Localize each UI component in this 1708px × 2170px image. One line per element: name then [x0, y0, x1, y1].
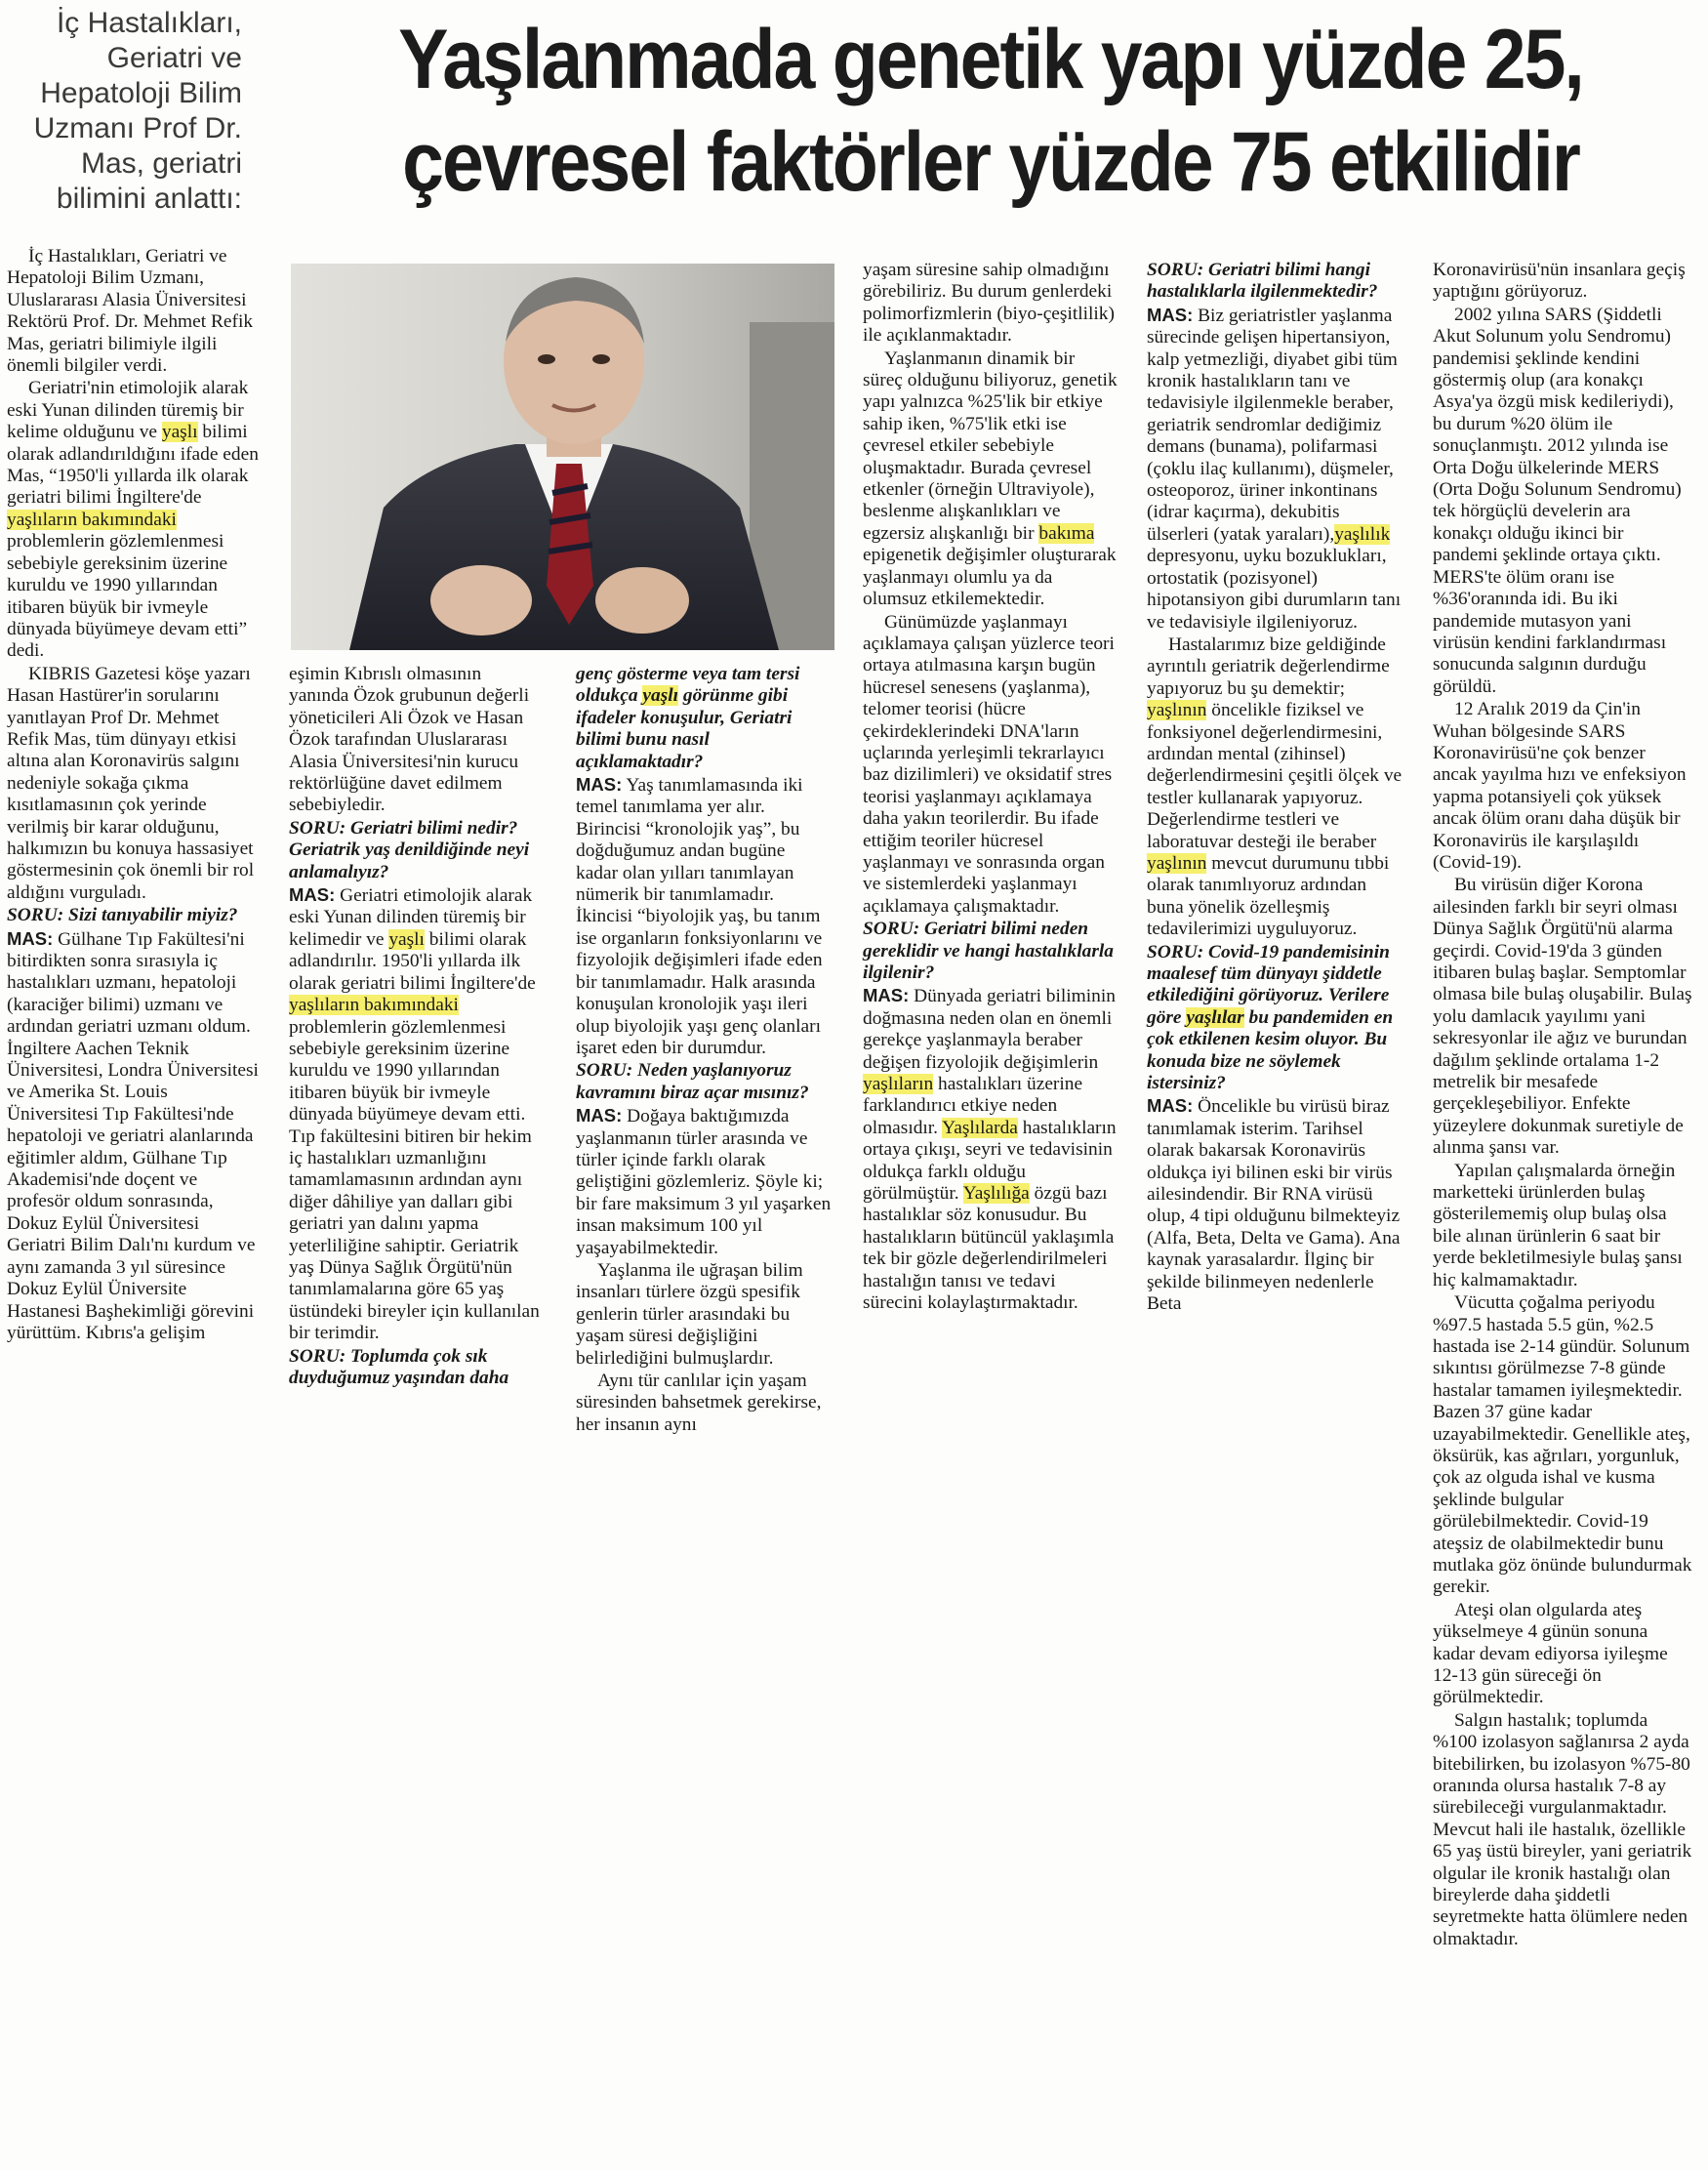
question-heading: SORU: Covid-19 pandemisinin maalesef tüm dünyayı şiddetle etkilediğini görüyoruz. Verilere göre yaşlılar bu pandemiden en çok etkilenen kesim oluyor. Bu konuda bize ne söylemek istersiniz? — [1147, 941, 1394, 1094]
answer-tag: MAS: — [289, 884, 336, 906]
highlighted-text: yaşlının — [1147, 700, 1207, 721]
question-heading: SORU: Geriatri bilimi hangi hastalıklarla ilgilenmektedir? — [1147, 260, 1378, 303]
answer-tag: MAS: — [863, 985, 910, 1006]
answer-paragraph: MAS: Biz geriatristler yaşlanma sürecinde gelişen hipertansiyon, kalp yetmezliği, diyabet gibi tüm kronik hastalıkların tanı ve tedavisiyle ilgilenmekle beraber, geriatrik sendromlar dediğimiz demans (bunama), polifarmasi (çoklu ilaç kullanımı), düşmeler, osteoporoz, üriner inkontinans (idrar kaçırma), dekubitis ülserleri (yatak yaraları),yaşlılık depresyonu, uyku bozuklukları, ortostatik (pozisyonel) hipotansiyon gibi durumların tanı ve tedavisiyle ilgileniyoruz. — [1147, 304, 1402, 633]
answer-paragraph: MAS: Geriatri etimolojik alarak eski Yunan dilinden türemiş bir kelimedir ve yaşlı bilimi olarak adlandırılır. 1950'li yıllarda ilk olarak geriatri bilimi İngiltere'de yaşlıların bakımındaki problemlerin gözlemlenmesi sebebiyle gereksinim üzerine kuruldu ve 1990 yıllarından itibaren büyük bir ivmeyle dünyada büyümeye devam etti. Tıp fakültesini bitiren bir hekim iç hastalıkları uzmanlığını tamamlamasının ardından aynı diğer dâhiliye yan dalları gibi geriatri yan dalını yapma yeterliliğine sahiptir. Geriatrik yaş Dünya Sağlık Örgütü'nün tanımlamalarına göre 65 yaş üstündeki bireyler için kullanılan bir terimdir. — [289, 884, 540, 1344]
article-column-1 — [7, 246, 263, 1345]
highlighted-text: yaşlıların — [863, 1074, 934, 1095]
highlighted-text: yaşlının — [1147, 852, 1207, 874]
paragraph: eşimin Kıbrıslı olmasının yanında Özok grubunun değerli yöneticileri Ali Özok ve Hasan Özok tarafından Uluslararası Alasia Üniversitesi'nin kurucu rektörlüğüne davet edilmem sebebiyledir. — [289, 664, 530, 816]
highlighted-text: Yaşlılarda — [942, 1117, 1018, 1138]
highlighted-text: yaşlıların bakımındaki — [289, 995, 459, 1016]
answer-tag: MAS: — [7, 927, 54, 949]
answer-paragraph: MAS: Doğaya baktığımızda yaşlanmanın türler arasında ve türler içinde farklı olarak geliştiğini gözlemleriz. Şöyle ki; bir fare maksimum 3 yıl yaşarken insan maksimum 100 yıl yaşayabilmektedir. — [576, 1105, 832, 1258]
article-column-6 — [1433, 260, 1692, 1951]
paragraph: 12 Aralık 2019 da Çin'in Wuhan bölgesinde SARS Koronavirüsü'ne çok benzer ancak yayılma hızı ve enfeksiyon yapma potansiyeli çok yüksek ancak ölüm oranı daha düşük bir Koronavirüs ile karşılaşıldı (Covid-19). — [1433, 699, 1687, 873]
highlighted-text: bakıma — [1038, 522, 1095, 544]
paragraph: Koronavirüsü'nün insanlara geçiş yaptığını görüyoruz. — [1433, 260, 1686, 303]
answer-tag: MAS: — [1147, 1095, 1194, 1117]
article-column-3 — [576, 664, 832, 1437]
paragraph: Hastalarımız bize geldiğinde ayrıntılı geriatrik değerlendirme yapıyoruz bu şu demektir; yaşlının öncelikle fiziksel ve fonksiyonel değerlendirmesini, ardından mental (zihinsel) değerlendirmesini çeşitli ölçek ve testler kullanarak yapıyoruz. Değerlendirme testleri ve laboratuvar desteği ile beraber yaşlının mevcut durumunu tıbbi olarak tanımlıyoruz ardından buna yönelik özelleşmiş tedavilerimizi uyguluyoruz. — [1147, 634, 1403, 940]
paragraph: Bu virüsün diğer Korona ailesinden farklı bir seyri olması Dünya Sağlık Örgütü'nü alarma geçirdi. Covid-19'da 3 günden itibaren bulaş başlar. Semptomlar olmasa bile bulaş oluşabilir. Bulaş yolu damlacık yayılımı yani sekresyonlar ile ağız ve burundan dağılım şeklinde ortalama 1-2 metrelik bir mesafede gerçekleşebiliyor. Enfekte yüzeylere dokunmak suretiyle de alınma şansı var. — [1433, 875, 1692, 1159]
answer-paragraph: MAS: Dünyada geriatri biliminin doğmasına neden olan en önemli gerekçe yaşlanmayla beraber değişen fizyolojik değişimlerin yaşlıların hastalıkları üzerine farklandırıcı etkiye neden olmasıdır. Yaşlılarda hastalıkların ortaya çıkışı, seyri ve tedavisinin oldukça farklı olduğu görülmüştür. Yaşlılığa özgü bazı hastalıklar söz konusudur. Bu hastalıkların bütüncül yaklaşımla tek bir gözle değerlendirilmeleri hastalığın tanısı ve tedavi sürecini kolaylaştırmaktadır. — [863, 985, 1117, 1314]
article-column-2 — [289, 664, 545, 1390]
paragraph: KIBRIS Gazetesi köşe yazarı Hasan Hastürer'in sorularını yanıtlayan Prof Dr. Mehmet Refik Mas, tüm dünyayı etkisi altına alan Koronavirüs salgını nedeniyle sokağa çıkma kısıtlamasının çok yerinde verilmiş bir karar olduğunu, halkımızın bu konuya hassasiyet göstermesinin çok önemli bir rol aldığını vurguladı. — [7, 663, 255, 903]
question-heading: SORU: Toplumda çok sık duyduğumuz yaşından daha — [289, 1345, 509, 1388]
paragraph: Yaşlanmanın dinamik bir süreç olduğunu biliyoruz, genetik yapı yalnızca %25'lik bir etkiye sahip iken, %75'lik etki ise çevresel etkiler sebebiyle oluşmaktadır. Burada çevresel etkenler (örneğin Ultraviyole), beslenme alışkanlıkları ve egzersiz alışkanlığı bir bakıma epigenetik değişimler oluşturarak yaşlanmayı olumlu ya da olumsuz etkilemektedir. — [863, 348, 1118, 610]
highlighted-text: Yaşlılığa — [962, 1183, 1030, 1205]
paragraph: Geriatri'nin etimolojik alarak eski Yunan dilinden türemiş bir kelime olduğunu ve yaşlı bilimi olarak adlandırıldığını ifade eden Mas, “1950'li yıllarda ilk olarak geriatri bilimi İngiltere'de yaşlıların bakımındaki problemlerin gözlemlenmesi sebebiyle gereksinim üzerine kuruldu ve 1990 yıllarından itibaren büyük bir ivmeyle dünyada büyümeye devam etti” dedi. — [7, 378, 259, 662]
paragraph: Yapılan çalışmalarda örneğin marketteki ürünlerden bulaş gösterilememiş olup bulaş olsa bile alınan ürünlerin 6 saat bir yerde bekletilmesiyle bulaş şansı hiç kalmamaktadır. — [1433, 1160, 1683, 1290]
answer-paragraph: MAS: Öncelikle bu virüsü biraz tanımlamak isterim. Tarihsel olarak bakarsak Koronavirüs oldukça iyi bilinen eski bir virüs ailesindendir. Bir RNA virüsü olup, 4 tipi olduğunu bilmekteyiz (Alfa, Beta, Delta ve Gama). Ana kaynak yarasalardır. İlginç bir şekilde bilinmeyen nedenlerle Beta — [1147, 1095, 1401, 1315]
article-column-4 — [863, 260, 1118, 1316]
question-heading: genç gösterme veya tam tersi oldukça yaşlı görünme gibi ifadeler konuşulur, Geriatri bilimi bunu nasıl açıklamaktadır? — [576, 664, 800, 772]
paragraph: Vücutta çoğalma periyodu %97.5 hastada 5.5 gün, %2.5 hastada ise 2-14 gündür. Solunum sıkıntısı görülmezse 7-8 günde hastalar tamamen iyileşmektedir. Bazen 37 güne kadar uzayabilmektedir. Genellikle ateş, öksürük, kas ağrıları, yorgunluk, çok az olguda ishal ve kusma şeklinde bulgular görülebilmektedir. Covid-19 ateşsiz de olabilmektedir bunu mutlaka göz önünde bulundurmak gerekir. — [1433, 1292, 1692, 1598]
answer-tag: MAS: — [576, 1105, 623, 1126]
answer-paragraph: MAS: Gülhane Tıp Fakültesi'ni bitirdikten sonra sırasıyla iç hastalıkları uzmanı, hepatoloji (karaciğer bilimi) uzmanı ve ardından geriatri uzmanı oldum. İngiltere Aachen Teknik Üniversitesi, Londra Üniversitesi ve Amerika St. Louis Üniversitesi Tıp Fakültesi'nde hepatoloji ve geriatri alanlarında eğitimler aldım, Gülhane Tıp Akademisi'nde doçent ve profesör oldum sonrasında, Dokuz Eylül Üniversitesi Geriatri Bilim Dalı'nı kurdum ve aynı zamanda 3 yıl süresince Dokuz Eylül Üniversite Hastanesi Başhekimliği görevini yürüttüm. Kıbrıs'a gelişim — [7, 927, 259, 1343]
highlighted-text: yaşlıların bakımındaki — [7, 509, 177, 530]
highlighted-text: yaşlılar — [1186, 1006, 1244, 1028]
highlighted-text: yaşlılık — [1334, 523, 1391, 545]
headline — [278, 8, 1703, 214]
paragraph: Yaşlanma ile uğraşan bilim insanları türlere özgü spesifik genlerin türler arasındaki bu yaşam süresi değişliğini belirlediğini bulmuşlardır. — [576, 1259, 803, 1369]
highlighted-text: yaşlı — [161, 422, 198, 443]
answer-paragraph: MAS: Yaş tanımlamasında iki temel tanımlama yer alır. Birincisi “kronolojik yaş”, bu doğduğumuz andan bugüne kadar olan yılları tanımlayan nümerik bir tanımlamadır. İkincisi “biyolojik yaş, bu tanım ise organların fonksiyonlarını ve fizyolojik değişimleri ifade eden bir tanımlamadır. Halk arasında konuşulan kronolojik yaşı ileri olup biyolojik yaşı genç olanları işaret eden bir durumdur. — [576, 774, 823, 1058]
answer-tag: MAS: — [576, 774, 623, 796]
headline-line-2: çevresel faktörler yüzde 75 etkilidir — [402, 114, 1579, 210]
portrait-photo — [291, 264, 834, 650]
highlighted-text: yaşlı — [388, 928, 425, 950]
paragraph: yaşam süresine sahip olmadığını görebiliriz. Bu durum genlerdeki polimorfizmlerin (biyo-çeşitlilik) ile açıklanmaktadır. — [863, 260, 1115, 347]
answer-tag: MAS: — [1147, 304, 1194, 325]
paragraph: Günümüzde yaşlanmayı açıklamaya çalışan yüzlerce teori ortaya atılmasına karşın bugün hücresel senesens (yaşlanma), telomer teorisi (hücre çekirdeklerindeki DNA'ların uçlarında yerleşimli tekrarlayıcı baz dizilimleri) ve oksidatif stres teorisi yaşlanmayı açıklamaya daha yakın teorilerdir. Bu ifade ettiğim teoriler hücresel yaşlanmayı ve sonrasında organ ve sistemlerdeki yaşlanmayı açıklamaya çalışmaktadır. — [863, 611, 1115, 917]
paragraph: Salgın hastalık; toplumda %100 izolasyon sağlanırsa 2 ayda bitebilirken, bu izolasyon %75-80 oranında olursa hastalık 7-8 ay sürebileceği vurgulanmaktadır. Mevcut hali ile hastalık, özellikle 65 yaş üstü bireyler, yani geriatrik olgular ile kronik hastalığı olan bireylerde daha şiddetli seyretmekte hatta ölümlere neden olmaktadır. — [1433, 1709, 1692, 1949]
question-heading: SORU: Sizi tanıyabilir miyiz? — [7, 905, 238, 926]
paragraph: 2002 yılına SARS (Şiddetli Akut Solunum yolu Sendromu) pandemisi şeklinde kendini göstermiş olup (ara konakçı Asya'ya özgü misk kedileriydi), bu durum %20 ölüm ile sonuçlanmıştı. 2012 yılında ise Orta Doğu ülkelerinde MERS (Orta Doğu Solunum Sendromu) tek hörgüçlü develerin ara konakçı olduğu ikinci bir pandemi şeklinde ortaya çıktı. MERS'te ölüm oranı ise %36'oranında idi. Bu iki pandemide mutasyon yani virüsün kendini farklandırması sonucunda salgının durduğu görüldü. — [1433, 304, 1682, 697]
paragraph: İç Hastalıkları, Geriatri ve Hepatoloji Bilim Uzmanı, Uluslararası Alasia Üniversitesi Rektörü Prof. Dr. Mehmet Refik Mas, geriatri bilimiyle ilgili önemli bilgiler verdi. — [7, 246, 254, 377]
highlighted-text: yaşlı — [642, 685, 679, 707]
question-heading: SORU: Neden yaşlanıyoruz kavramını biraz açar mısınız? — [576, 1060, 809, 1103]
paragraph: Ateşi olan olgularda ateş yükselmeye 4 günün sonuna kadar devam ediyorsa iyileşme 12-13 gün süreceği ön görülmektedir. — [1433, 1599, 1668, 1708]
question-heading: SORU: Geriatri bilimi nedir? Geriatrik yaş denildiğinde neyi anlamalıyız? — [289, 817, 530, 882]
question-heading: SORU: Geriatri bilimi neden gereklidir ve hangi hastalıklarla ilgilenir? — [863, 919, 1114, 983]
article-column-5 — [1147, 260, 1403, 1317]
portrait-illustration — [291, 264, 834, 650]
paragraph: Aynı tür canlılar için yaşam süresinden bahsetmek gerekirse, her insanın aynı — [576, 1371, 822, 1435]
headline-line-1: Yaşlanmada genetik yapı yüzde 25, — [398, 12, 1583, 106]
article-deck: İç Hastalıkları, Geriatri ve Hepatoloji Bilim Uzmanı Prof Dr. Mas, geriatri bilimini anlattı: — [33, 7, 242, 215]
